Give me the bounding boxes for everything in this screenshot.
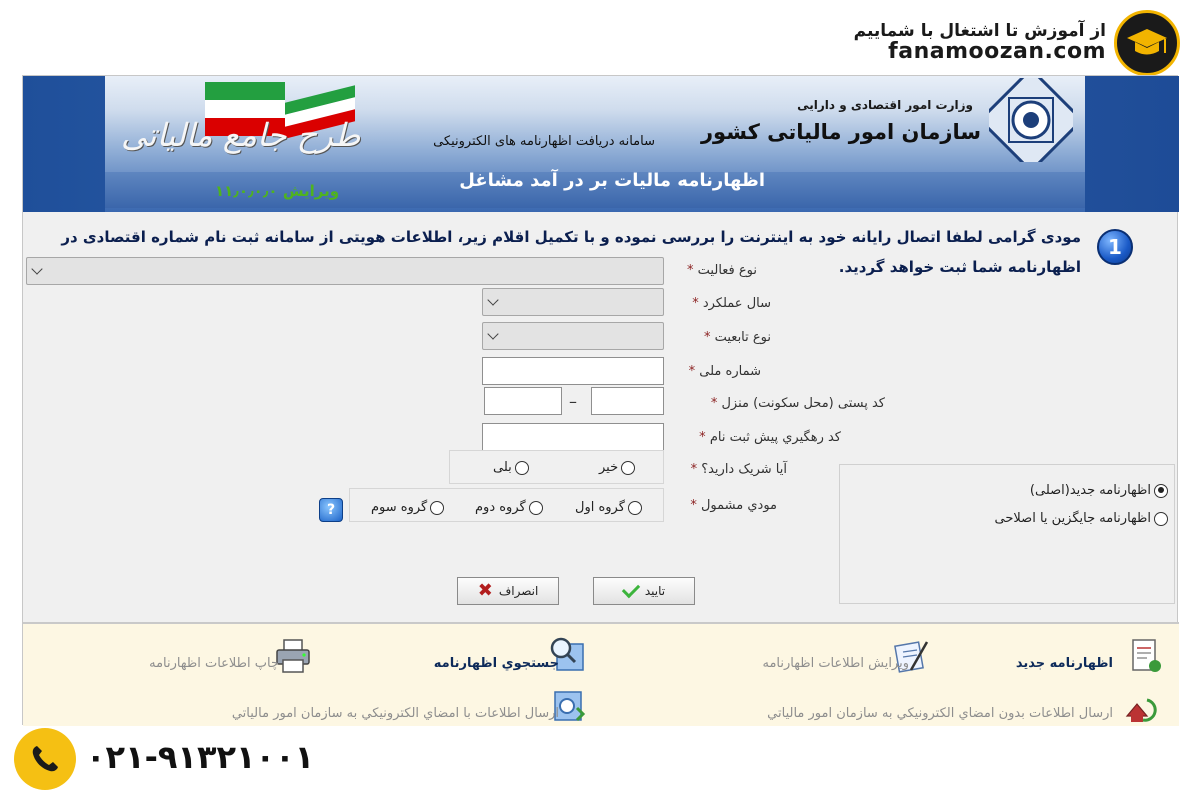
banner-ministry: وزارت امور اقتصادی و دارایی: [797, 98, 973, 112]
tax-year-label: [692, 296, 771, 311]
radio-button-selected[interactable]: [1154, 484, 1168, 498]
postal-code-part1-input[interactable]: [591, 387, 664, 415]
banner-version: ویرایش ۱۱٫۰٫۰٫۰: [215, 182, 340, 200]
printer-icon: [273, 636, 313, 676]
radio-button[interactable]: [529, 501, 543, 515]
nationality-type-label-text: نوع تابعیت: [714, 330, 771, 345]
partner-label-text: آیا شریک دارید؟: [701, 462, 787, 477]
declaration-replacement-label: اظهارنامه جایگزین یا اصلاحی: [994, 511, 1151, 526]
check-icon: [622, 580, 640, 598]
postal-code-part2-input[interactable]: [484, 387, 562, 415]
group-second-option[interactable]: [475, 500, 543, 515]
tax-year-select[interactable]: [482, 288, 664, 316]
required-mark: *: [710, 396, 718, 411]
banner-panel: [105, 76, 1085, 212]
tax-declaration-window: [22, 75, 1178, 725]
print-declaration-link[interactable]: چاپ اطلاعات اظهارنامه: [149, 656, 279, 671]
tracking-code-input[interactable]: [482, 423, 664, 451]
new-declaration-link[interactable]: اظهارنامه جدید: [1015, 656, 1113, 671]
banner-title: اظهارنامه مالیات بر در آمد مشاغل: [459, 170, 765, 191]
radio-button[interactable]: [621, 461, 635, 475]
watermark-slogan: از آموزش تا اشتغال با شماییم: [853, 20, 1106, 41]
national-id-label-text: شماره ملی: [699, 364, 761, 379]
nationality-type-select[interactable]: [482, 322, 664, 350]
info-message: مودی گرامی لطفا اتصال رایانه خود به اینترنت را بررسی نموده و با تکمیل اقلام زیر، اطلاعات هویتی از سامانه ثبت نام شماره اقتصادی در اظهارنامه شما ثبت خواهد گردید.: [61, 228, 1081, 276]
partner-option-yes-label: بلی: [493, 460, 512, 475]
new-document-icon: [1125, 636, 1165, 676]
banner-brand: طرح جامع مالیاتی: [121, 116, 361, 154]
radio-button[interactable]: [628, 501, 642, 515]
required-mark: *: [687, 263, 694, 278]
group-third-option[interactable]: [371, 500, 444, 515]
required-mark: *: [690, 462, 698, 477]
required-mark: *: [688, 364, 696, 379]
chevron-down-icon: [487, 294, 498, 305]
partner-option-no-label: خیر: [599, 460, 619, 475]
chevron-down-icon: [31, 263, 42, 274]
taxpayer-group-label: [690, 498, 777, 513]
required-mark: *: [703, 330, 711, 345]
chevron-down-icon: [487, 328, 498, 339]
declaration-new-label: اظهارنامه جدید(اصلی): [1029, 483, 1151, 498]
declaration-type-panel: [839, 464, 1175, 604]
confirm-button-label: تایید: [644, 584, 666, 598]
activity-type-label: [687, 263, 757, 278]
required-mark: *: [690, 498, 697, 513]
watermark-header: [854, 8, 1180, 78]
declaration-replacement-option[interactable]: [995, 511, 1168, 526]
postal-code-label-text: کد پستی (محل سکونت) منزل: [721, 396, 885, 411]
required-mark: *: [699, 430, 706, 445]
info-number-icon: 1: [1097, 229, 1133, 265]
activity-type-label-text: نوع فعالیت: [697, 263, 757, 278]
tax-organization-logo-icon: [989, 78, 1073, 162]
nationality-type-label: [704, 330, 771, 345]
edit-declaration-link[interactable]: ویرایش اطلاعات اظهارنامه: [762, 656, 909, 671]
watermark-text: [854, 22, 1106, 65]
send-unsigned-icon: [1123, 686, 1163, 726]
radio-button[interactable]: [515, 461, 529, 475]
cancel-button-label: انصراف: [498, 584, 539, 598]
partner-label: [691, 462, 787, 477]
watermark-site: fanamoozan.com: [888, 39, 1106, 65]
tax-year-label-text: سال عملکرد: [702, 296, 771, 311]
search-declaration-link[interactable]: جستجوي اظهارنامه: [433, 656, 559, 671]
taxpayer-group-label-text: مودي مشمول: [700, 498, 777, 513]
postal-code-separator: –: [569, 392, 577, 411]
phone-number: ۰۲۱-۹۱۳۲۱۰۰۱: [86, 738, 315, 776]
national-id-input[interactable]: [482, 357, 664, 385]
tracking-code-label: [699, 430, 841, 445]
header-banner: [23, 76, 1179, 212]
send-unsigned-link[interactable]: ارسال اطلاعات بدون امضاي الكترونيكي به سازمان امور مالياتي: [767, 706, 1113, 721]
phone-icon: [14, 728, 76, 790]
banner-system-name: سامانه دریافت اظهارنامه های الکترونیکی: [433, 134, 655, 149]
radio-button[interactable]: [1154, 512, 1168, 526]
group-third-label: گروه سوم: [371, 500, 428, 515]
postal-code-label: [711, 396, 885, 411]
national-id-label: [689, 364, 761, 379]
group-first-label: گروه اول: [575, 500, 625, 515]
required-mark: *: [692, 296, 699, 311]
confirm-button[interactable]: [593, 577, 695, 605]
banner-organization: سازمان امور مالیاتی کشور: [700, 120, 981, 144]
activity-type-select[interactable]: [26, 257, 664, 285]
graduation-cap-icon: [1114, 10, 1180, 76]
help-icon[interactable]: ?: [319, 498, 343, 522]
tracking-code-label-text: کد رهگیري پیش ثبت نام: [709, 430, 841, 445]
actions-panel: [23, 622, 1179, 726]
group-second-label: گروه دوم: [475, 500, 526, 515]
group-first-option[interactable]: [575, 500, 642, 515]
radio-button[interactable]: [430, 501, 444, 515]
declaration-new-option[interactable]: [1030, 483, 1168, 498]
send-signed-link[interactable]: ارسال اطلاعات با امضاي الكترونيكي به سازمان امور مالياتي: [231, 706, 559, 721]
partner-option-yes[interactable]: [493, 460, 529, 475]
partner-option-no[interactable]: [599, 460, 635, 475]
cancel-button[interactable]: [457, 577, 559, 605]
close-icon: ✖: [477, 580, 493, 601]
